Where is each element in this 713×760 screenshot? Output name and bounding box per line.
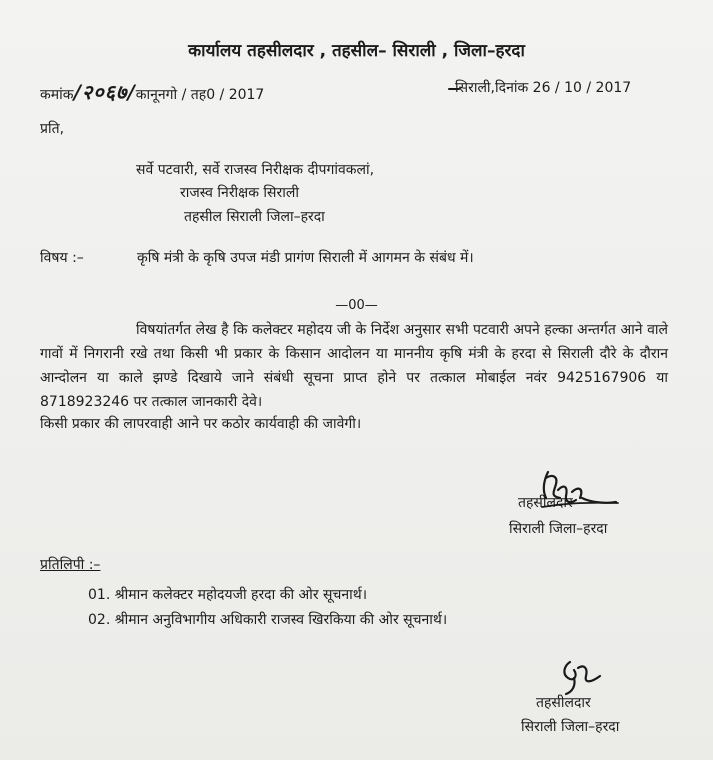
- reference-prefix: कमांक: [40, 87, 74, 103]
- reference-suffix: कानूनगो / तह0 / 2017: [135, 87, 265, 103]
- office-title: कार्यालय तहसीलदार , तहसील– सिराली , जिला–हरदा: [188, 41, 525, 61]
- copy-label: प्रतिलिपी :–: [40, 557, 101, 573]
- subject-text: कृषि मंत्री के कृषि उपज मंडी प्रागंण सिराली में आगमन के संबंध में।: [137, 250, 474, 266]
- signature-1-stroke-icon: [540, 498, 620, 512]
- recipient-line-1: सर्वे पटवारी, सर्वे राजस्व निरीक्षक दीपगांवकलां,: [136, 162, 375, 178]
- copy-item-2: 02. श्रीमान अनुविभागीय अधिकारी राजस्व खिरकिया की ओर सूचनार्थ।: [88, 612, 448, 628]
- place-date: सिराली,दिनांक 26 / 10 / 2017: [455, 80, 632, 96]
- signature-1-icon: [520, 462, 630, 522]
- reference-number: [40, 78, 264, 105]
- subject-label: विषय :–: [40, 250, 84, 266]
- signatory-office-2: सिराली जिला–हरदा: [521, 719, 620, 735]
- separator: —00—: [335, 298, 378, 313]
- body-paragraph-2: किसी प्रकार की लापरवाही आने पर कठोर कार्यवाही की जावेगी।: [40, 416, 362, 432]
- body-paragraph: विषयांतर्गत लेख है कि कलेक्टर महोदय जी के निर्देश अनुसार सभी पटवारी अपने हल्का अन्तर्गत आने वाले गावों में निगरानी रखे तथा किसी भी प्रकार के किसान आदोलन या माननीय कृषि मंत्री के हरदा से सिराली दौरे के दौरान आन्दोलन या काले झण्डे दिखाये जाने संबंधी सूचना प्राप्त होने पर तत्काल मोबाईल नवंर 9425167906 या 8718923246 पर तत्काल जानकारी देवे।: [40, 322, 668, 410]
- signatory-designation-2: तहसीलदार: [536, 695, 591, 711]
- recipient-line-2: राजस्व निरीक्षक सिराली: [180, 185, 299, 201]
- handwritten-reference-number: /२०६७/: [73, 80, 136, 104]
- recipient-prefix: प्रति,: [40, 121, 65, 137]
- recipient-line-3: तहसील सिराली जिला–हरदा: [184, 209, 325, 225]
- signatory-designation-1: तहसीलदार: [518, 495, 573, 511]
- signatory-office-1: सिराली जिला–हरदा: [509, 521, 608, 537]
- copy-item-1: 01. श्रीमान कलेक्टर महोदयजी हरदा की ओर सूचनार्थ।: [88, 587, 368, 603]
